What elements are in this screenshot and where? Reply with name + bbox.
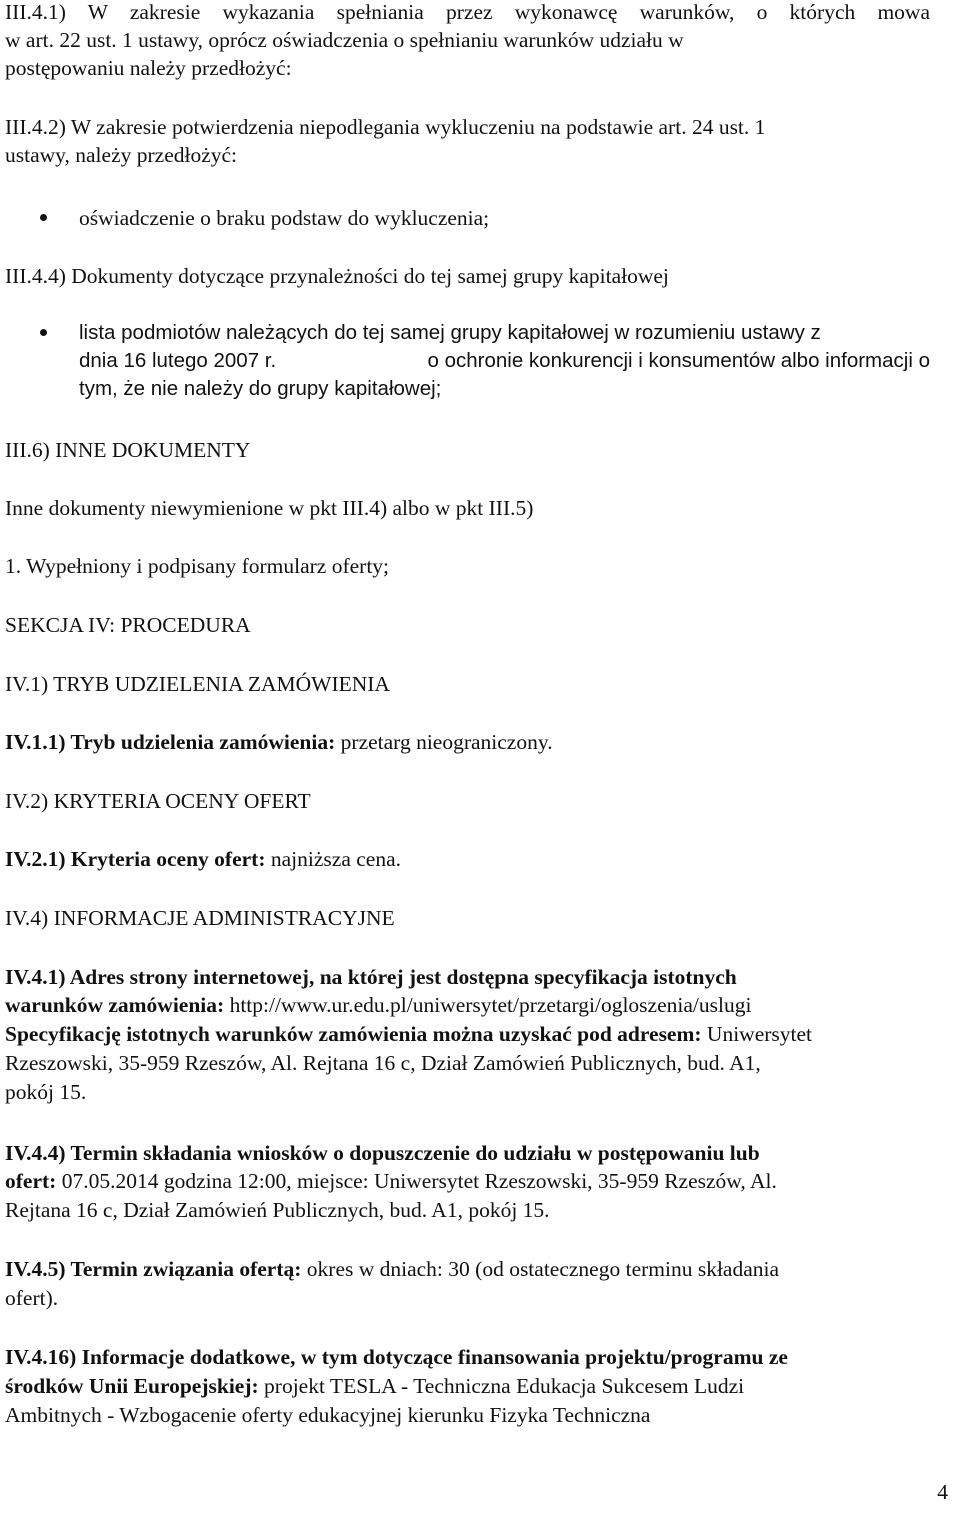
specyfikacja-value: Uniwersytet: [706, 1022, 813, 1046]
specyfikacja-line1: [5, 1020, 930, 1048]
adres-strony-line1: IV.4.1) Adres strony internetowej, na której jest dostępna specyfikacja istotnych: [5, 965, 737, 989]
heading-kryteria: IV.2) KRYTERIA OCENY OFERT: [5, 789, 311, 813]
inne-dokumenty-item: 1. Wypełniony i podpisany formularz oferty;: [5, 554, 390, 578]
termin-skladania-value: 07.05.2014 godzina 12:00, miejsce: Uniwersytet Rzeszowski, 35-959 Rzeszów, Al.: [61, 1169, 777, 1193]
section-iii-4-1-line3: postępowaniu należy przedłożyć:: [5, 56, 292, 80]
section-iii-4-2-line2: ustawy, należy przedłożyć:: [5, 143, 238, 167]
informacje-dodatkowe-value: projekt TESLA - Techniczna Edukacja Sukcesem Ludzi: [264, 1374, 745, 1398]
bullet-item-lista-line3: tym, że nie należy do grupy kapitałowej;: [79, 377, 442, 400]
termin-zwiazania-label: IV.4.5) Termin związania ofertą:: [5, 1257, 302, 1281]
specyfikacja-label: Specyfikację istotnych warunków zamówienia można uzyskać pod adresem:: [5, 1022, 702, 1046]
bullet-item-oswiadczenie: oświadczenie o braku podstaw do wykluczenia;: [79, 206, 490, 230]
termin-zwiazania-value: okres w dniach: 30 (od ostatecznego terminu składania: [306, 1257, 780, 1281]
termin-zwiazania-line1: [5, 1255, 930, 1283]
informacje-dodatkowe-line1: IV.4.16) Informacje dodatkowe, w tym dotyczące finansowania projektu/programu ze: [5, 1345, 788, 1369]
informacje-dodatkowe-line2: [5, 1372, 930, 1400]
specyfikacja-line3: pokój 15.: [5, 1080, 87, 1104]
informacje-dodatkowe-line3: Ambitnych - Wzbogacenie oferty edukacyjnej kierunku Fizyka Techniczna: [5, 1403, 651, 1427]
section-iii-4-2-line1: III.4.2) W zakresie potwierdzenia niepodlegania wykluczeniu na podstawie art. 24 ust. 1: [5, 115, 766, 139]
heading-inne-dokumenty: III.6) INNE DOKUMENTY: [5, 438, 251, 462]
termin-skladania-line1: IV.4.4) Termin składania wniosków o dopuszczenie do udziału w postępowaniu lub: [5, 1141, 760, 1165]
bullet-item-lista-law: o ochronie konkurencji i konsumentów albo informacji o: [427, 349, 930, 372]
bullet-item-lista-line2: [79, 347, 930, 375]
informacje-dodatkowe-label: środków Unii Europejskiej:: [5, 1374, 259, 1398]
termin-skladania-line2: [5, 1167, 930, 1195]
bullet-icon: [40, 329, 47, 336]
bullet-icon: [40, 214, 47, 221]
termin-skladania-line3: Rejtana 16 c, Dział Zamówień Publicznych, bud. A1, pokój 15.: [5, 1198, 550, 1222]
termin-zwiazania-line2: ofert).: [5, 1286, 59, 1310]
section-iii-4-4-heading: III.4.4) Dokumenty dotyczące przynależności do tej samej grupy kapitałowej: [5, 264, 669, 288]
heading-sekcja-iv: SEKCJA IV: PROCEDURA: [5, 613, 251, 637]
adres-strony-label: warunków zamówienia:: [5, 993, 225, 1017]
bullet-item-lista-date: dnia 16 lutego 2007 r.: [79, 349, 277, 372]
tryb-label: IV.1.1) Tryb udzielenia zamówienia:: [5, 730, 336, 754]
termin-skladania-label: ofert:: [5, 1169, 57, 1193]
adres-strony-line2: [5, 991, 930, 1019]
inne-dokumenty-text: Inne dokumenty niewymienione w pkt III.4) albo w pkt III.5): [5, 496, 534, 520]
page-number: 4: [937, 1480, 948, 1504]
kryteria-line: [5, 845, 930, 873]
heading-informacje-administracyjne: IV.4) INFORMACJE ADMINISTRACYJNE: [5, 906, 395, 930]
tryb-line: [5, 728, 930, 756]
section-iii-4-1-line2: w art. 22 ust. 1 ustawy, oprócz oświadczenia o spełnianiu warunków udziału w: [5, 28, 684, 52]
heading-tryb: IV.1) TRYB UDZIELENIA ZAMÓWIENIA: [5, 672, 390, 696]
specyfikacja-line2: Rzeszowski, 35-959 Rzeszów, Al. Rejtana 16 c, Dział Zamówień Publicznych, bud. A1,: [5, 1051, 761, 1075]
adres-strony-url: http://www.ur.edu.pl/uniwersytet/przetargi/ogloszenia/uslugi: [229, 993, 752, 1017]
section-iii-4-1-line1: III.4.1) W zakresie wykazania spełniania przez wykonawcę warunków, o których mowa: [5, 0, 930, 24]
kryteria-label: IV.2.1) Kryteria oceny ofert:: [5, 847, 266, 871]
kryteria-value: najniższa cena.: [270, 847, 401, 871]
tryb-value: przetarg nieograniczony.: [340, 730, 553, 754]
bullet-item-lista-line1: lista podmiotów należących do tej samej grupy kapitałowej w rozumieniu ustawy z: [79, 321, 821, 344]
